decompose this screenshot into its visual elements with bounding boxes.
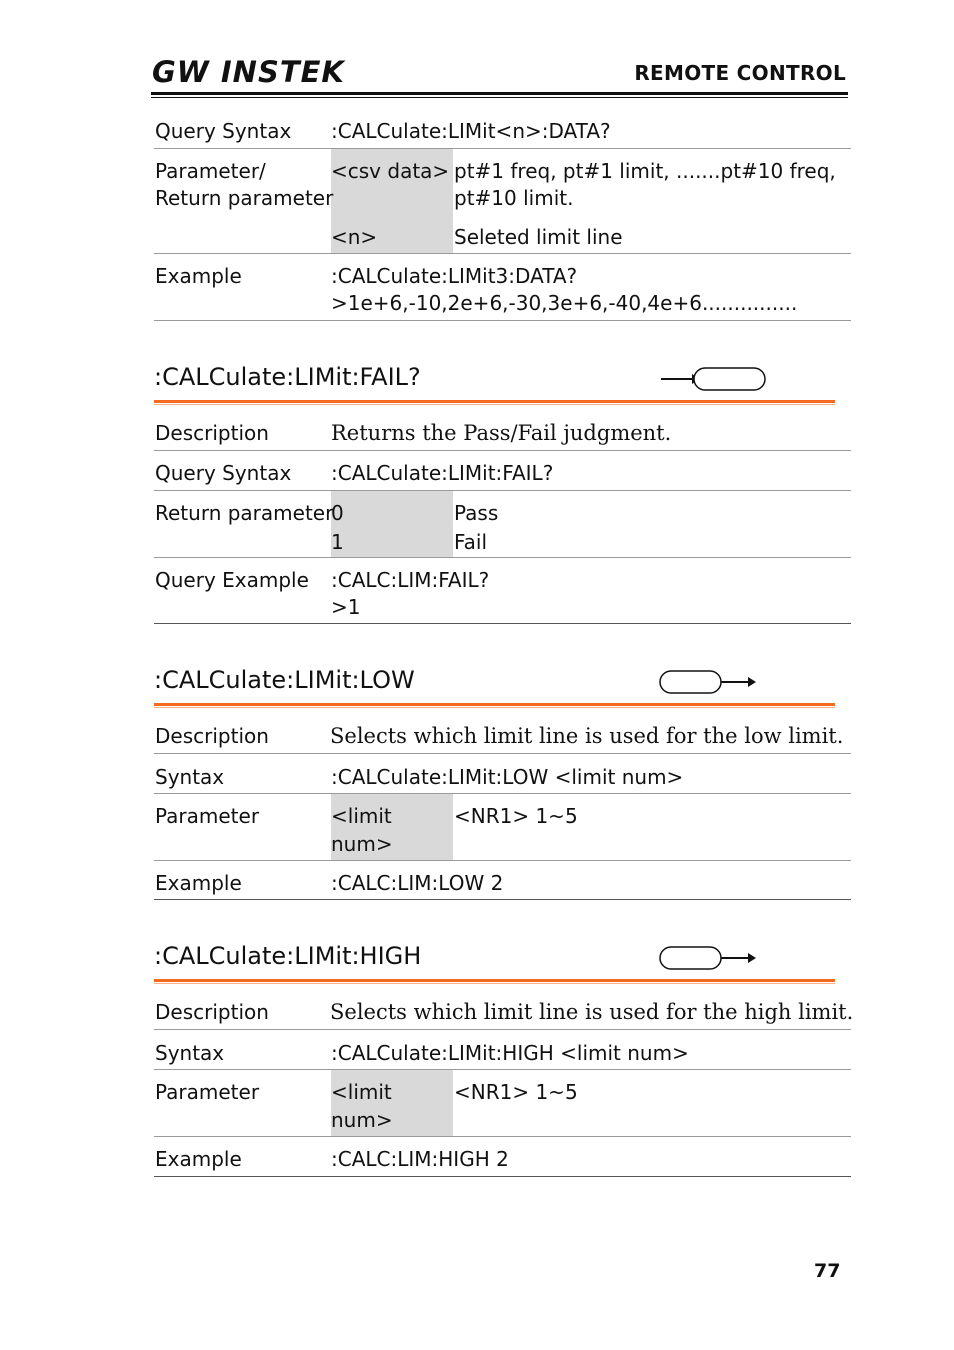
parameter-label: Parameter [155, 804, 260, 828]
param-name: <limit [331, 804, 392, 828]
example-command: :CALC:LIM:HIGH 2 [331, 1147, 509, 1171]
section-rule-thin [154, 707, 835, 708]
row-divider [154, 148, 851, 149]
section-title-low: :CALCulate:LIMit:LOW [154, 666, 415, 694]
parameter-label: Parameter [155, 1080, 260, 1104]
param-name: num> [331, 1108, 393, 1132]
row-divider [154, 1136, 851, 1137]
description-label: Description [155, 421, 269, 445]
param-desc: pt#1 freq, pt#1 limit, .......pt#10 freq, [454, 159, 836, 183]
example-label: Example [155, 1147, 242, 1171]
set-arrow-icon [656, 945, 760, 971]
section-rule [154, 400, 835, 403]
query-example-label: Query Example [155, 568, 309, 592]
return-parameter-label: Return parameter [155, 501, 334, 525]
row-divider [154, 490, 851, 491]
row-divider [154, 557, 851, 558]
description-label: Description [155, 724, 269, 748]
query-syntax-label: Query Syntax [155, 461, 292, 485]
example-response: >1e+6,-10,2e+6,-30,3e+6,-40,4e+6............... [331, 291, 798, 315]
param-desc: <NR1> 1~5 [454, 804, 578, 828]
header-section-title: REMOTE CONTROL [634, 61, 846, 85]
section-title-high: :CALCulate:LIMit:HIGH [154, 942, 422, 970]
param-name: <limit [331, 1080, 392, 1104]
description-label: Description [155, 1000, 269, 1024]
example-response: >1 [331, 595, 361, 619]
set-arrow-icon [656, 669, 760, 695]
syntax-value: :CALCulate:LIMit:HIGH <limit num> [331, 1041, 689, 1065]
page-number: 77 [814, 1260, 841, 1282]
row-divider [154, 320, 851, 321]
row-divider [154, 253, 851, 254]
query-syntax-label: Query Syntax [155, 119, 292, 143]
param-desc: pt#10 limit. [454, 186, 574, 210]
section-rule [154, 979, 835, 982]
section-rule-thin [154, 983, 835, 984]
example-label: Example [155, 871, 242, 895]
gw-instek-logo: GW INSTEK [152, 55, 345, 89]
return-value: 0 [331, 501, 344, 525]
header-rule [151, 92, 848, 95]
return-meaning: Pass [454, 501, 499, 525]
syntax-label: Syntax [155, 765, 225, 789]
query-syntax-value: :CALCulate:LIMit<n>:DATA? [331, 119, 611, 143]
param-name: num> [331, 832, 393, 856]
example-command: :CALC:LIM:FAIL? [331, 568, 490, 592]
row-divider [154, 450, 851, 451]
return-value: 1 [331, 530, 344, 554]
return-parameter-label: Return parameter [155, 186, 334, 210]
description-text: Selects which limit line is used for the low limit. [330, 724, 844, 748]
section-end-rule [154, 1176, 851, 1177]
example-command: :CALC:LIM:LOW 2 [331, 871, 504, 895]
row-divider [154, 860, 851, 861]
section-title-fail: :CALCulate:LIMit:FAIL? [154, 363, 421, 391]
row-divider [154, 1069, 851, 1070]
return-meaning: Fail [454, 530, 488, 554]
row-divider [154, 793, 851, 794]
syntax-value: :CALCulate:LIMit:LOW <limit num> [331, 765, 684, 789]
param-name: <n> [331, 225, 378, 249]
section-end-rule [154, 899, 851, 900]
description-text: Returns the Pass/Fail judgment. [331, 421, 672, 445]
param-desc: Seleted limit line [454, 225, 623, 249]
param-name-cell [331, 491, 453, 557]
syntax-label: Syntax [155, 1041, 225, 1065]
parameter-label: Parameter/ [155, 159, 266, 183]
header-rule-thin [151, 97, 848, 98]
example-command: :CALCulate:LIMit3:DATA? [331, 264, 578, 288]
param-name: <csv data> [331, 159, 450, 183]
description-text: Selects which limit line is used for the high limit. [330, 1000, 854, 1024]
example-label: Example [155, 264, 242, 288]
row-divider [154, 1029, 851, 1030]
section-rule-thin [154, 404, 835, 405]
param-desc: <NR1> 1~5 [454, 1080, 578, 1104]
query-arrow-icon [658, 366, 770, 392]
section-end-rule [154, 623, 851, 624]
row-divider [154, 753, 851, 754]
query-syntax-value: :CALCulate:LIMit:FAIL? [331, 461, 554, 485]
section-rule [154, 703, 835, 706]
